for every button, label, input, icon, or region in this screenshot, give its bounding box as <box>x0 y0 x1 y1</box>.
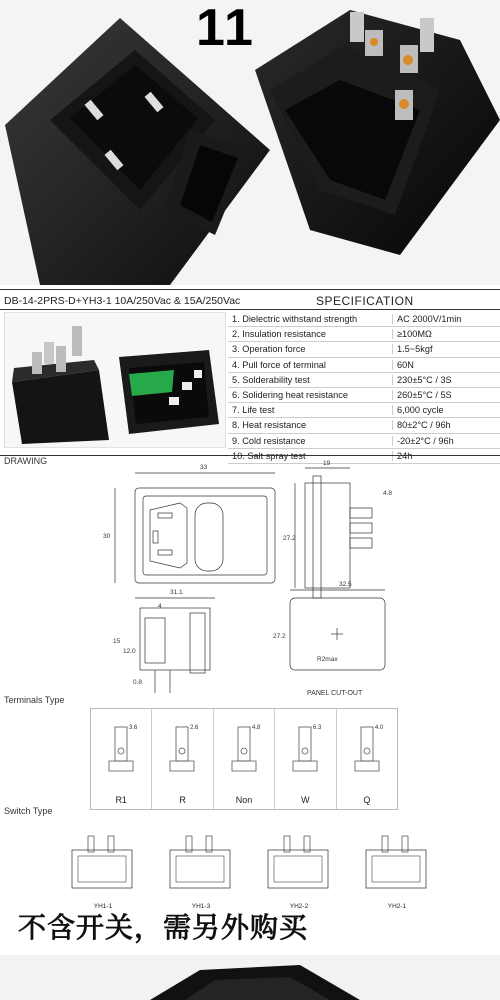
terminal-name: W <box>301 795 310 805</box>
spec-key: 2. Insulation resistance <box>232 329 326 340</box>
spec-title: SPECIFICATION <box>316 294 414 308</box>
switch-icon <box>60 828 146 898</box>
switch-cell <box>60 828 146 908</box>
spec-key: 1. Dielectric withstand strength <box>232 314 358 325</box>
spec-key: 8. Heat resistance <box>232 420 307 431</box>
terminal-dim: 2.6 <box>190 725 199 731</box>
switch-name: YH2-1 <box>387 903 407 910</box>
dim-30: 30 <box>103 533 111 540</box>
terminal-dim: 4.8 <box>251 725 261 731</box>
spec-row <box>228 358 500 373</box>
dim-19: 19 <box>323 460 331 467</box>
switch-label: Switch Type <box>4 806 53 816</box>
spec-row <box>228 312 500 327</box>
technical-drawing <box>95 458 415 703</box>
spec-value: 6,000 cycle <box>392 405 500 415</box>
terminal-icon <box>214 715 274 785</box>
divider <box>0 289 500 290</box>
spec-key: 4. Pull force of terminal <box>232 359 326 370</box>
terminal-name: Non <box>235 795 253 805</box>
spec-key: 7. Life test <box>232 405 275 416</box>
dim-15: 15 <box>113 638 121 645</box>
terminal-name: Q <box>363 795 371 805</box>
spec-key: 9. Cold resistance <box>232 435 306 446</box>
switch-cell <box>354 828 440 908</box>
dim-08: 0.8 <box>133 679 143 686</box>
spec-value: 230±5°C / 3S <box>392 375 500 385</box>
dim-r2: R2max <box>317 656 338 663</box>
terminal-cell <box>214 709 275 809</box>
terminals-label: Terminals Type <box>4 695 65 705</box>
dim-33: 33 <box>200 464 208 471</box>
terminal-cell <box>91 709 152 809</box>
divider <box>0 455 500 456</box>
switch-name: YH1-1 <box>93 903 113 910</box>
switch-name: YH1-3 <box>191 903 211 910</box>
spec-key: 3. Operation force <box>232 344 306 355</box>
model-description: DB-14-2PRS-D+YH3-1 10A/250Vac & 15A/250Vac <box>4 295 241 307</box>
terminal-icon <box>152 715 212 785</box>
spec-row <box>228 388 500 403</box>
spec-key: 6. Solidering heat resistance <box>232 390 348 401</box>
terminal-cell <box>152 709 213 809</box>
product-photo <box>0 0 500 285</box>
terminals-table <box>90 708 398 810</box>
terminal-icon <box>337 715 397 785</box>
switch-icon <box>354 828 440 898</box>
switch-icon <box>158 828 244 898</box>
switch-icon <box>256 828 342 898</box>
spec-key: 5. Solderability test <box>232 374 310 385</box>
spec-value: 260±5°C / 5S <box>392 390 500 400</box>
product-number: 11 <box>196 0 255 57</box>
drawing-label: DRAWING <box>4 456 48 466</box>
spec-row <box>228 373 500 388</box>
spec-table <box>228 312 500 464</box>
spec-row <box>228 403 500 418</box>
dim-311: 31.1 <box>170 589 183 596</box>
terminal-cell <box>337 709 397 809</box>
terminal-dim: 4.0 <box>374 725 383 731</box>
dim-48: 4.8 <box>383 490 393 497</box>
spec-row <box>228 342 500 357</box>
spec-thumbnail-photo <box>4 312 226 448</box>
switch-cell <box>256 828 342 908</box>
spec-value: 60N <box>392 360 500 370</box>
terminal-icon <box>91 715 151 785</box>
dim-272: 27.2 <box>283 535 296 542</box>
cutout-label: PANEL CUT-OUT <box>307 690 363 697</box>
terminal-dim: 6.3 <box>313 725 322 731</box>
dim-4: 4 <box>158 603 162 610</box>
spec-row <box>228 434 500 449</box>
spec-row <box>228 327 500 342</box>
terminal-name: R <box>179 795 186 805</box>
divider <box>0 309 500 310</box>
spec-value: AC 2000V/1min <box>392 314 500 324</box>
dim-12: 12.0 <box>123 648 136 655</box>
bottom-photo <box>0 955 500 1000</box>
spec-value: 1.5~5kgf <box>392 344 500 354</box>
spec-value: 80±2°C / 96h <box>392 420 500 430</box>
dim-325: 32.5 <box>339 581 352 588</box>
switch-name: YH2-2 <box>289 903 309 910</box>
spec-row <box>228 418 500 433</box>
terminal-cell <box>275 709 336 809</box>
dim-272b: 27.2 <box>273 633 286 640</box>
switch-cell <box>158 828 244 908</box>
switch-types <box>60 828 440 908</box>
terminal-icon <box>275 715 335 785</box>
spec-value: ≥100MΩ <box>392 329 500 339</box>
terminal-dim: 3.6 <box>129 725 138 731</box>
spec-value: -20±2°C / 96h <box>392 436 500 446</box>
purchase-note: 不含开关，需另外购买 <box>18 911 309 944</box>
terminal-name: R1 <box>115 795 127 805</box>
